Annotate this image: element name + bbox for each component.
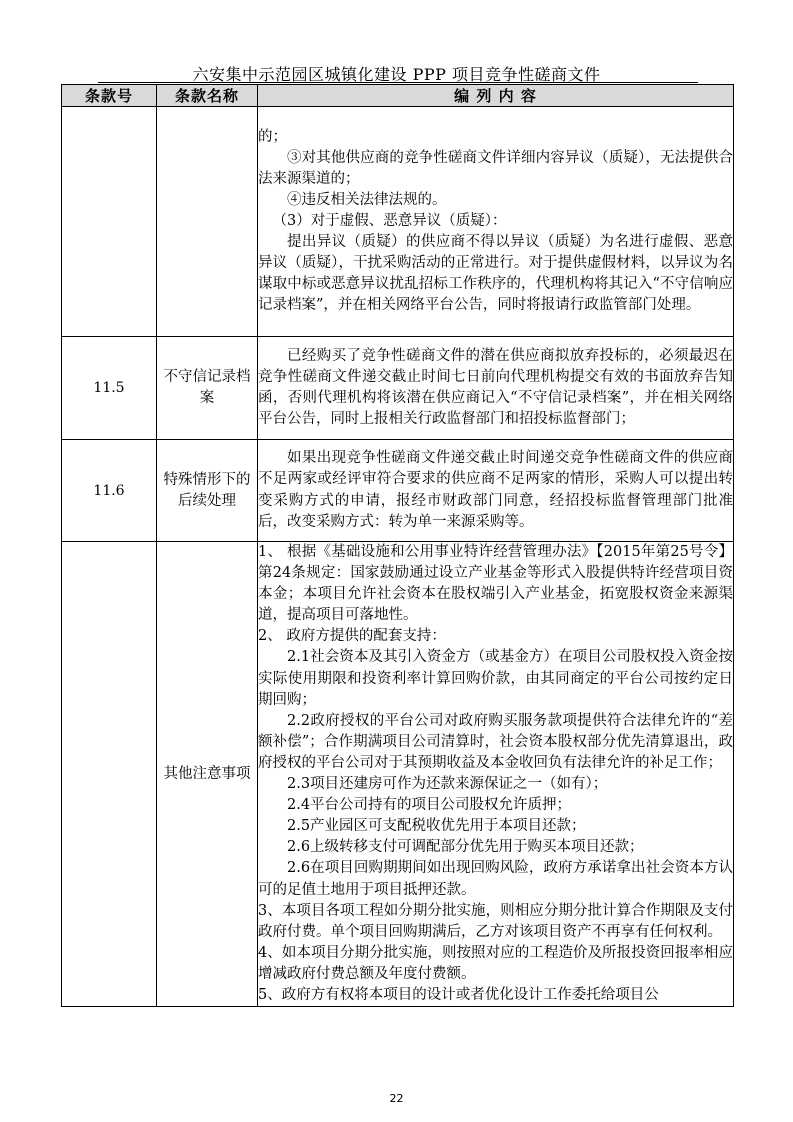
content-paragraph: 4、如本项目分期分批实施，则按照对应的工程造价及所报投资回报率相应增减政府付费总额及年度付费额。 xyxy=(258,944,733,982)
content-paragraph: 提出异议（质疑）的供应商不得以异议（质疑）为名进行虚假、恶意异议（质疑），干扰采购活动的正常进行。对于提供虚假材料，以异议为名谋取中标或恶意异议扰乱招标工作秩序的，代理机构将其记入“不守信响应记录档案”，并在相关网络平台公告，同时将报请行政监管部门处理。 xyxy=(258,234,733,314)
content-paragraph: 5、政府方有权将本项目的设计或者优化设计工作委托给项目公 xyxy=(258,986,659,1003)
column-header-number: 条款号 xyxy=(62,85,157,107)
clause-content xyxy=(258,107,734,337)
content-paragraph: 已经购买了竞争性磋商文件的潜在供应商拟放弃投标的，必须最迟在竞争性磋商文件递交截止时间七日前向代理机构提交有效的书面放弃告知函，否则代理机构将该潜在供应商记入“不守信记录档案”，并在相关网络平台公告，同时上报相关行政监督部门和招投标监督部门； xyxy=(258,347,733,428)
clause-number: 11.6 xyxy=(62,440,157,542)
content-paragraph: 1、 根据《基础设施和公用事业特许经营管理办法》【2015年第25号令】第24条规定：国家鼓励通过设立产业基金等形式入股提供特许经营项目资本金；本项目允许社会资本在股权端引入产业基金，拓宽股权资金来源渠道，提高项目可落地性。 xyxy=(258,544,733,624)
clause-content xyxy=(258,440,734,542)
content-paragraph: ③对其他供应商的竞争性磋商文件详细内容异议（质疑），无法提供合法来源渠道的； xyxy=(258,149,733,187)
table-row xyxy=(62,542,734,1007)
column-header-name: 条款名称 xyxy=(157,85,258,107)
column-header-content: 编 列 内 容 xyxy=(258,85,734,107)
content-paragraph: 2.4平台公司持有的项目公司股权允许质押； xyxy=(287,797,572,814)
table-header-row xyxy=(62,85,734,107)
clause-number: 11.5 xyxy=(62,337,157,440)
page-number: 22 xyxy=(389,1092,404,1105)
clause-number xyxy=(62,542,157,1007)
header-rule xyxy=(98,82,698,83)
content-paragraph: 如果出现竞争性磋商文件递交截止时间递交竞争性磋商文件的供应商不足两家或经评审符合要求的供应商不足两家的情形，采购人可以提出转变采购方式的申请，报经市财政部门同意，经招投标监督管理部门批准后，改变采购方式：转为单一来源采购等。 xyxy=(258,450,733,530)
content-paragraph: ④违反相关法律法规的。 xyxy=(287,191,447,208)
content-paragraph: （3）对于虚假、恶意异议（质疑）： xyxy=(272,212,507,229)
table-row xyxy=(62,107,734,337)
table-row xyxy=(62,440,734,542)
content-paragraph: 2.1社会资本及其引入资金方（或基金方）在项目公司股权投入资金按实际使用期限和投资利率计算回购价款，由其同商定的平台公司按约定日期回购； xyxy=(258,649,733,708)
table-body xyxy=(62,107,734,1007)
content-paragraph: 2.6在项目回购期期间如出现回购风险，政府方承诺拿出社会资本方认可的足值土地用于项目抵押还款。 xyxy=(258,860,733,898)
content-paragraph: 3、本项目各项工程如分期分批实施，则相应分期分批计算合作期限及支付政府付费。单个项目回购期满后，乙方对该项目资产不再享有任何权利。 xyxy=(258,902,733,940)
content-paragraph: 2.3项目还建房可作为还款来源保证之一（如有）； xyxy=(287,776,608,793)
clause-content xyxy=(258,337,734,440)
clause-name: 特殊情形下的后续处理 xyxy=(157,440,258,542)
content-paragraph: 2.5产业园区可支配税收优先用于本项目还款； xyxy=(287,818,586,835)
page-header-title: 六安集中示范园区城镇化建设 PPP 项目竞争性磋商文件 xyxy=(192,65,601,84)
content-paragraph: 2、 政府方提供的配套支持： xyxy=(258,628,446,645)
clause-content xyxy=(258,542,734,1007)
clause-name: 其他注意事项 xyxy=(157,542,258,1007)
content-paragraph: 2.6上级转移支付可调配部分优先用于购买本项目还款； xyxy=(287,839,644,856)
clause-name: 不守信记录档案 xyxy=(157,337,258,440)
content-paragraph: 的； xyxy=(258,128,287,145)
clause-table xyxy=(61,84,734,1007)
content-paragraph: 2.2政府授权的平台公司对政府购买服务款项提供符合法律允许的“差额补偿”；合作期满项目公司清算时，社会资本股权部分优先清算退出，政府授权的平台公司对于其预期收益及本金收回负有法律允许的补足工作； xyxy=(258,712,733,771)
clause-name xyxy=(157,107,258,337)
table-row xyxy=(62,337,734,440)
clause-number xyxy=(62,107,157,337)
